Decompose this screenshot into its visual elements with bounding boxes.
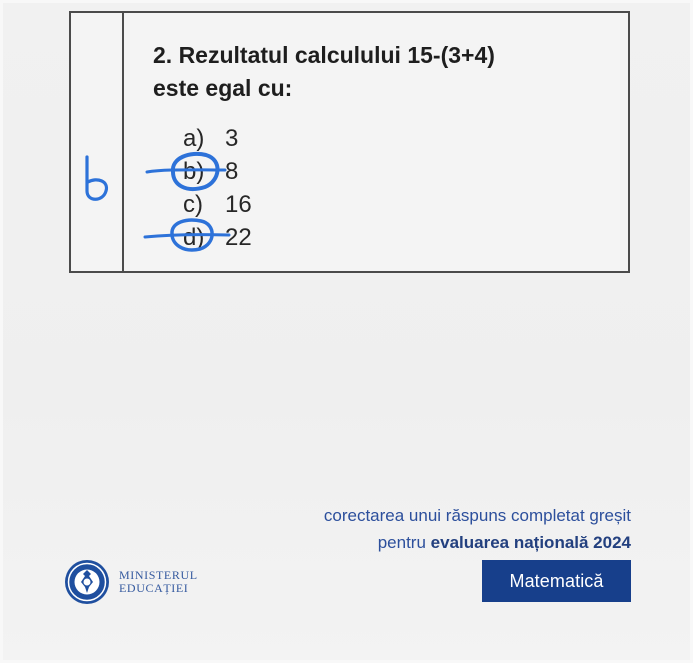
question-card <box>69 11 630 273</box>
answer-option-b <box>183 155 238 189</box>
ministry-name-line-2: EDUCAȚIEI <box>119 581 189 595</box>
question-line-2: este egal cu: <box>153 75 293 101</box>
question-title <box>153 39 573 105</box>
answer-letter-a: a) <box>183 125 205 152</box>
answer-value-c: 16 <box>225 191 252 218</box>
answer-option-c <box>183 188 252 222</box>
subject-badge <box>482 560 631 602</box>
question-line-1: 2. Rezultatul calculului 15-(3+4) <box>153 42 495 68</box>
answer-value-a: 3 <box>225 125 239 152</box>
footer-subtitle <box>324 502 631 556</box>
subtitle-line-2-prefix: pentru <box>377 533 431 552</box>
ministry-branding <box>63 556 213 608</box>
subject-label: Matematică <box>509 570 604 591</box>
ministry-emblem-icon <box>63 558 111 606</box>
ministry-name <box>119 569 198 595</box>
subtitle-line-2-highlight: evaluarea națională 2024 <box>430 533 631 552</box>
ministry-name-line-1: MINISTERUL <box>119 568 198 582</box>
answer-column <box>71 13 124 271</box>
subtitle-line-2 <box>324 529 631 556</box>
answer-option-d <box>183 221 252 255</box>
answer-option-a <box>183 122 238 156</box>
subtitle-line-1: corectarea unui răspuns completat greșit <box>323 506 631 525</box>
answer-letter-c: c) <box>183 191 203 218</box>
answer-value-d: 22 <box>225 224 252 251</box>
answer-value-b: 8 <box>225 158 239 185</box>
answer-letter-d: d) <box>183 224 205 251</box>
answer-letter-b: b) <box>183 158 205 185</box>
